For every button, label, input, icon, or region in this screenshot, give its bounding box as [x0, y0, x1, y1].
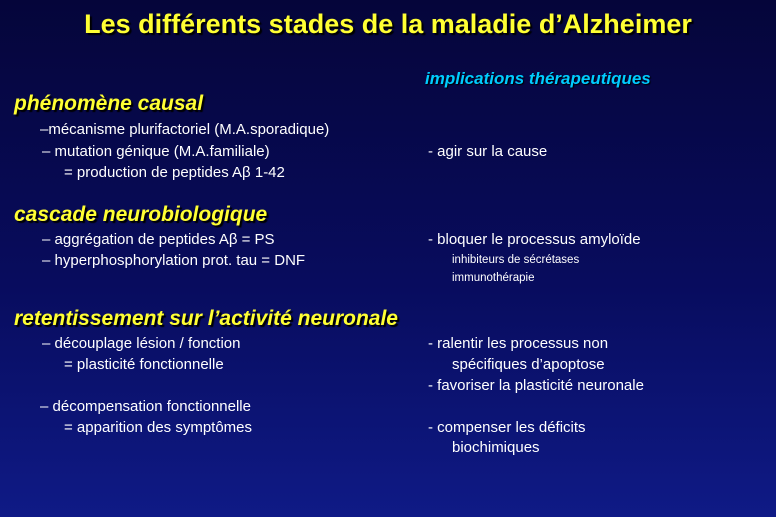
right-item: - ralentir les processus non [428, 335, 609, 352]
left-item: = apparition des symptômes [64, 419, 253, 436]
slide-title: Les différents stades de la maladie d’Alzheimer [84, 9, 692, 39]
right-item: - bloquer le processus amyloïde [428, 231, 641, 248]
left-item: – mutation génique (M.A.familiale) [42, 143, 270, 160]
right-item: - compenser les déficits [428, 419, 586, 436]
left-item: = plasticité fonctionnelle [64, 356, 224, 373]
right-item: spécifiques d’apoptose [452, 356, 605, 373]
implications-header: implications thérapeutiques [425, 69, 651, 88]
left-item: – décompensation fonctionnelle [40, 398, 251, 415]
right-item: biochimiques [452, 439, 540, 456]
left-item: – hyperphosphorylation prot. tau = DNF [42, 252, 306, 269]
heading-phenomene-causal: phénomène causal [14, 92, 204, 115]
right-subitem: inhibiteurs de sécrétases [452, 254, 580, 266]
heading-cascade-neurobiologique: cascade neurobiologique [14, 203, 268, 226]
left-item: – découplage lésion / fonction [42, 335, 241, 352]
right-subitem: immunothérapie [452, 272, 535, 284]
left-item: = production de peptides Aβ 1-42 [64, 164, 285, 181]
heading-retentissement: retentissement sur l’activité neuronale [14, 307, 398, 330]
right-item: - favoriser la plasticité neuronale [428, 377, 644, 394]
right-item: - agir sur la cause [428, 143, 548, 160]
left-item: – aggrégation de peptides Aβ = PS [42, 231, 275, 248]
left-item: –mécanisme plurifactoriel (M.A.sporadique) [40, 121, 330, 138]
